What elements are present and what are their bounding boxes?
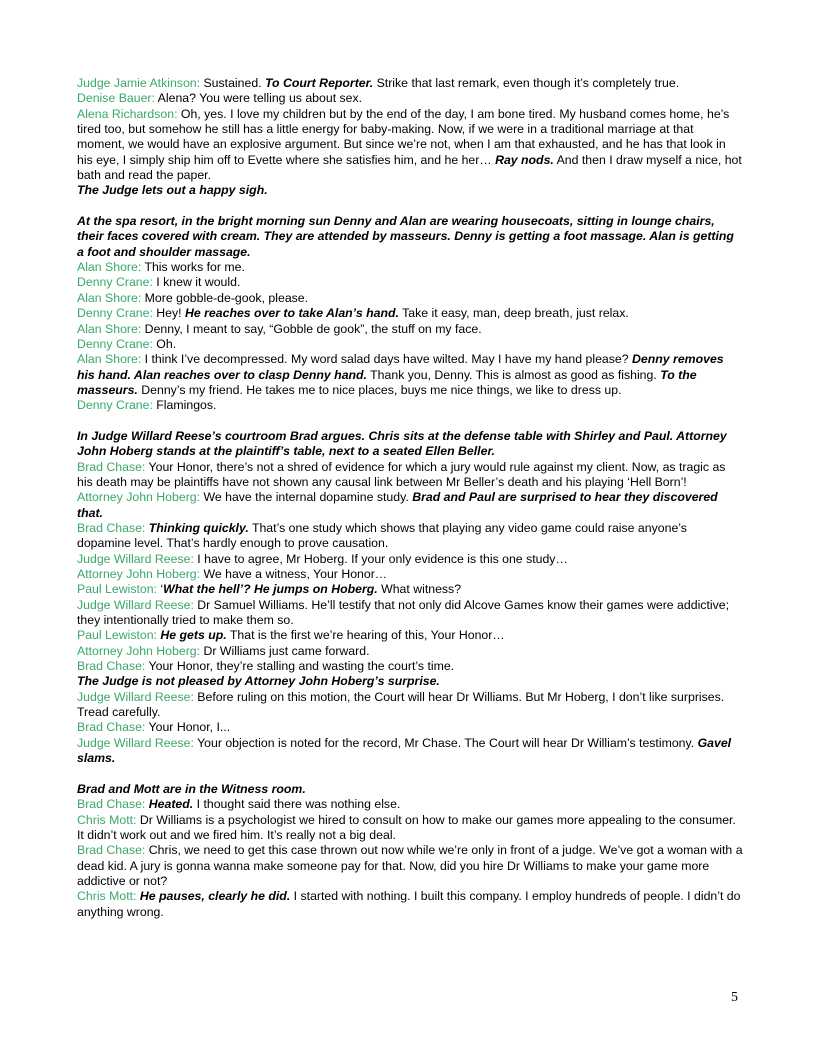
spoken-text: ‘ <box>156 582 164 597</box>
spoken-text: We have a witness, Your Honor… <box>200 567 388 581</box>
spoken-text: Oh. <box>152 336 177 351</box>
dialogue-line <box>77 398 743 413</box>
dialogue-line <box>77 275 743 290</box>
dialogue-line <box>77 690 743 721</box>
spoken-text: That’s one study which shows that playing any video game could raise anyone’s dopamine level. That’s hardly enough to prove causation. <box>77 520 687 551</box>
speaker-name: Brad Chase: <box>77 459 146 474</box>
dialogue-line <box>77 306 743 321</box>
spoken-text: Your Honor, I... <box>145 720 231 735</box>
dialogue-line <box>77 644 743 659</box>
speaker-name: Judge Jamie Atkinson: <box>77 76 201 90</box>
action-text: Gavel slams. <box>77 735 732 766</box>
dialogue-line <box>77 843 743 889</box>
spoken-text: I started with nothing. I built this company. I employ hundreds of people. I didn’t do anything wrong. <box>77 889 741 919</box>
spoken-text: Dr Samuel Williams. He’ll testify that not only did Alcove Games know their games were addictive; they intentionally tried to make them so. <box>77 597 729 628</box>
blank-line <box>77 199 743 214</box>
action-text: Brad and Paul are surprised to hear they discovered that. <box>77 490 718 520</box>
script-body <box>77 76 743 920</box>
dialogue-line <box>77 260 743 275</box>
action-text: He gets up. <box>160 628 227 643</box>
spoken-text: Sustained. <box>200 76 265 90</box>
action-text: Ray nods. <box>495 152 554 167</box>
dialogue-line <box>77 521 743 552</box>
speaker-name: Alan Shore: <box>77 352 142 367</box>
speaker-name: Alan Shore: <box>77 321 142 336</box>
spoken-text: Your objection is noted for the record, Mr Chase. The Court will hear Dr William’s testimony. <box>193 735 698 750</box>
dialogue-line <box>77 797 743 812</box>
spoken-text: I think I’ve decompressed. My word salad days have wilted. May I have my hand please? <box>141 352 633 367</box>
speaker-name: Attorney John Hoberg: <box>77 643 201 658</box>
dialogue-line <box>77 91 743 106</box>
action-text: The Judge is not pleased by Attorney John Hoberg’s surprise. <box>77 674 440 689</box>
action-text: Heated. <box>148 797 194 812</box>
spoken-text: Before ruling on this motion, the Court will hear Dr Williams. But Mr Hoberg, I don’t like surprises. Tread carefully. <box>77 689 725 720</box>
spoken-text: This works for me. <box>141 260 245 275</box>
speaker-name: Paul Lewiston: <box>77 582 157 597</box>
speaker-name: Attorney John Hoberg: <box>77 490 201 505</box>
dialogue-line <box>77 628 743 643</box>
dialogue-line <box>77 659 743 674</box>
action-text: The Judge lets out a happy sigh. <box>77 183 268 198</box>
speaker-name: Paul Lewiston: <box>77 628 157 643</box>
stage-direction <box>77 214 743 260</box>
stage-direction <box>77 782 743 797</box>
dialogue-line <box>77 352 743 398</box>
speaker-name: Chris Mott: <box>77 889 137 904</box>
spoken-text: We have the internal dopamine study. <box>200 490 413 505</box>
spoken-text: Thank you, Denny. This is almost as good as fishing. <box>366 367 661 382</box>
dialogue-line <box>77 490 743 521</box>
action-text: Brad and Mott are in the Witness room. <box>77 781 306 796</box>
dialogue-line <box>77 322 743 337</box>
spoken-text: And then I draw myself a nice, hot bath and read the paper. <box>77 152 742 183</box>
spoken-text: I have to agree, Mr Hoberg. If your only evidence is this one study… <box>193 551 568 566</box>
speaker-name: Brad Chase: <box>77 520 146 535</box>
spoken-text: I thought said there was nothing else. <box>193 797 401 812</box>
stage-direction <box>77 674 743 689</box>
dialogue-line <box>77 567 743 582</box>
speaker-name: Denny Crane: <box>77 306 153 321</box>
dialogue-line <box>77 291 743 306</box>
dialogue-line <box>77 107 743 184</box>
action-text: To the masseurs. <box>77 367 697 397</box>
spoken-text: What witness? <box>377 582 462 597</box>
speaker-name: Judge Willard Reese: <box>77 689 194 704</box>
spoken-text: Take it easy, man, deep breath, just relax. <box>398 306 629 321</box>
dialogue-line <box>77 813 743 844</box>
spoken-text: Hey! <box>152 306 185 321</box>
speaker-name: Brad Chase: <box>77 843 146 858</box>
dialogue-line <box>77 736 743 767</box>
blank-line <box>77 414 743 429</box>
dialogue-line <box>77 720 743 735</box>
spoken-text: Flamingos. <box>152 398 217 413</box>
dialogue-line <box>77 582 743 597</box>
dialogue-line <box>77 598 743 629</box>
blank-line <box>77 766 743 781</box>
action-text: Thinking quickly. <box>148 520 249 535</box>
action-text: He pauses, clearly he did. <box>139 889 291 904</box>
dialogue-line <box>77 337 743 352</box>
spoken-text: I knew it would. <box>152 275 241 290</box>
speaker-name: Denny Crane: <box>77 336 153 351</box>
speaker-name: Judge Willard Reese: <box>77 551 194 566</box>
action-text: To Court Reporter. <box>265 76 374 90</box>
page-number: 5 <box>731 990 738 1005</box>
dialogue-line <box>77 889 743 920</box>
speaker-name: Chris Mott: <box>77 812 137 827</box>
spoken-text: Dr Williams is a psychologist we hired to consult on how to make our games more appealing to the consumer. It didn’t work out and we fired him. It’s really not a big deal. <box>77 812 736 842</box>
speaker-name: Alan Shore: <box>77 260 142 275</box>
speaker-name: Alena Richardson: <box>77 106 178 121</box>
spoken-text: Denny, I meant to say, “Gobble de gook”, the stuff on my face. <box>141 321 482 336</box>
speaker-name: Brad Chase: <box>77 797 146 812</box>
speaker-name: Denise Bauer: <box>77 91 155 106</box>
action-text: What the hell’? He jumps on Hoberg. <box>163 582 378 597</box>
dialogue-line <box>77 76 743 91</box>
stage-direction <box>77 183 743 198</box>
spoken-text: Chris, we need to get this case thrown out now while we’re only in front of a judge. We’ve got a woman with a dead kid. A jury is gonna wanna make someone pay for that. Now, did you hire Dr Williams to make your game more addictive or not? <box>77 843 743 888</box>
dialogue-line <box>77 460 743 491</box>
stage-direction <box>77 429 743 460</box>
speaker-name: Judge Willard Reese: <box>77 597 194 612</box>
action-text: At the spa resort, in the bright morning sun Denny and Alan are wearing housecoats, sitting in lounge chairs, their faces covered with cream. They are attended by masseurs. Denny is getting a foot massage. Alan is getting a foot and shoulder massage. <box>77 214 734 259</box>
speaker-name: Denny Crane: <box>77 275 153 290</box>
spoken-text: Oh, yes. I love my children but by the end of the day, I am bone tired. My husband comes home, he’s tired too, but somehow he still has a little energy for baby-making. Now, if we were in a traditional marriage at that moment, we would have an explosive argument. But since we’re not, when I am that exhausted, and he has that look in his eye, I simply ship him off to Evette where she satisfies him, and he her… <box>77 106 730 167</box>
speaker-name: Judge Willard Reese: <box>77 735 194 750</box>
spoken-text: That is the first we’re hearing of this, Your Honor… <box>226 628 505 643</box>
action-text: He reaches over to take Alan’s hand. <box>185 306 399 321</box>
spoken-text: More gobble-de-gook, please. <box>141 290 309 305</box>
dialogue-line <box>77 552 743 567</box>
speaker-name: Brad Chase: <box>77 720 146 735</box>
spoken-text: Your Honor, they’re stalling and wasting the court’s time. <box>145 659 455 674</box>
action-text: Denny removes his hand. Alan reaches over to clasp Denny hand. <box>77 352 724 382</box>
spoken-text: Denny’s my friend. He takes me to nice places, buys me nice things, we like to dress up. <box>137 382 622 397</box>
spoken-text: Your Honor, there’s not a shred of evidence for which a jury would rule against my client. Now, as tragic as his death may be plaintiffs have not shown any causal link between Mr Beller’s death and his playing ‘Hell Born’! <box>77 459 726 489</box>
spoken-text: Dr Williams just came forward. <box>200 643 370 658</box>
speaker-name: Brad Chase: <box>77 659 146 674</box>
speaker-name: Alan Shore: <box>77 290 142 305</box>
spoken-text: Alena? You were telling us about sex. <box>154 91 363 106</box>
spoken-text: Strike that last remark, even though it’s completely true. <box>373 76 680 90</box>
speaker-name: Denny Crane: <box>77 398 153 413</box>
speaker-name: Attorney John Hoberg: <box>77 567 201 581</box>
action-text: In Judge Willard Reese’s courtroom Brad argues. Chris sits at the defense table with Shirley and Paul. Attorney John Hoberg stands at the plaintiff’s table, next to a seated Ellen Beller. <box>77 428 727 459</box>
